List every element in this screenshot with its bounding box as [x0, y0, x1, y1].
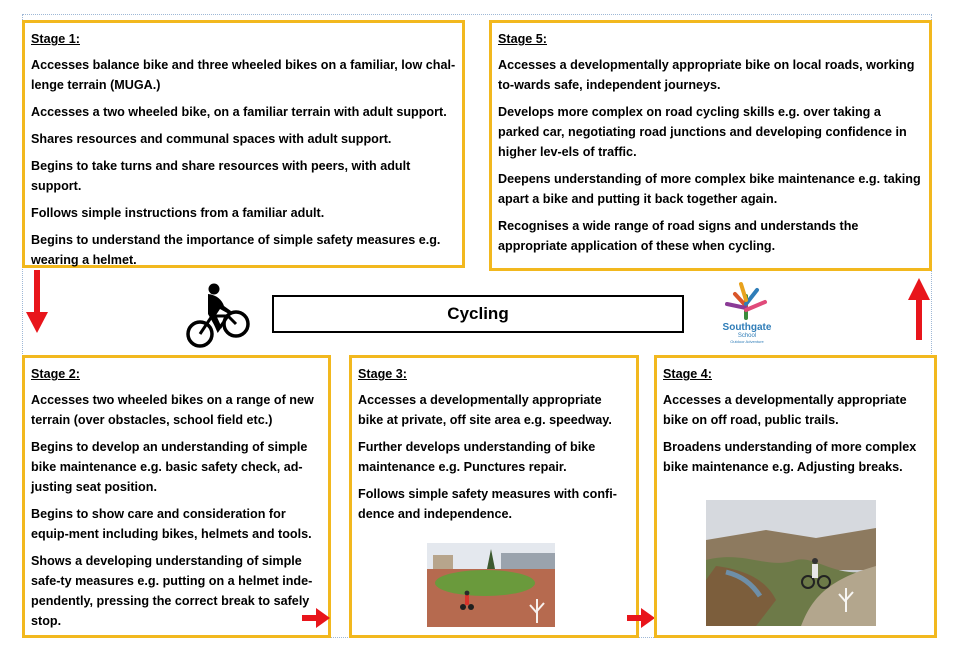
cyclist-icon	[184, 282, 252, 350]
arrow-right-icon	[627, 607, 655, 629]
arrow-up-icon	[907, 278, 931, 340]
speedway-photo	[427, 543, 555, 627]
stage-2-heading: Stage 2:	[31, 367, 80, 381]
stage-3-heading: Stage 3:	[358, 367, 407, 381]
stage-3-item: Further develops understanding of bike maintenance e.g. Punctures repair.	[358, 440, 596, 474]
stage-1-item: Shares resources and communal spaces with adult support.	[31, 132, 392, 146]
trail-photo	[706, 500, 876, 626]
arrow-right-icon	[302, 607, 330, 629]
stage-5-heading: Stage 5:	[498, 32, 547, 46]
stage-1-item: Accesses a two wheeled bike, on a familiar terrain with adult support.	[31, 105, 447, 119]
stage-1-item: Begins to understand the importance of simple safety measures e.g. wearing a helmet.	[31, 233, 441, 267]
stage-1-heading: Stage 1:	[31, 32, 80, 46]
stage-2-box	[22, 355, 331, 638]
logo-tag: Outdoor Adventure	[730, 339, 764, 344]
stage-3-item: Follows simple safety measures with confi-dence and independence.	[358, 487, 617, 521]
logo-sub: School	[737, 333, 757, 339]
stage-1-item: Follows simple instructions from a familiar adult.	[31, 206, 325, 220]
stage-1-item: Accesses balance bike and three wheeled bikes on a familiar, low chal-lenge terrain (MUGA.)	[31, 58, 456, 92]
stage-2-item: Begins to show care and consideration for equip-ment including bikes, helmets and tools.	[31, 507, 312, 541]
stage-5-item: Accesses a developmentally appropriate bike on local roads, working to-wards safe, independent journeys.	[498, 58, 915, 92]
stage-5-item: Deepens understanding of more complex bike maintenance e.g. taking apart a bike and putting it back together again.	[498, 172, 921, 206]
southgate-logo	[715, 278, 779, 344]
stage-1-box	[22, 20, 465, 268]
stage-2-item: Accesses two wheeled bikes on a range of new terrain (over obstacles, school field etc.)	[31, 393, 314, 427]
stage-4-item: Accesses a developmentally appropriate bike on off road, public trails.	[663, 393, 907, 427]
stage-4-heading: Stage 4:	[663, 367, 712, 381]
stage-3-item: Accesses a developmentally appropriate bike at private, off site area e.g. speedway.	[358, 393, 612, 427]
stage-2-item: Shows a developing understanding of simple safe-ty measures e.g. putting on a helmet inde-pendently, pressing the correct break to safely stop.	[31, 554, 313, 628]
stage-5-box	[489, 20, 932, 271]
stage-5-item: Develops more complex on road cycling skills e.g. over taking a parked car, negotiating road junctions and developing confidence in higher lev-els of traffic.	[498, 105, 907, 159]
arrow-down-icon	[25, 270, 49, 334]
logo-name: Southgate	[722, 322, 772, 333]
page-title: Cycling	[272, 295, 684, 333]
stage-1-item: Begins to take turns and share resources with peers, with adult support.	[31, 159, 411, 193]
stage-5-item: Recognises a wide range of road signs and understands the appropriate application of these when cycling.	[498, 219, 859, 253]
stage-4-item: Broadens understanding of more complex bike maintenance e.g. Adjusting breaks.	[663, 440, 917, 474]
stage-2-item: Begins to develop an understanding of simple bike maintenance e.g. basic safety check, ad-justing seat position.	[31, 440, 308, 494]
